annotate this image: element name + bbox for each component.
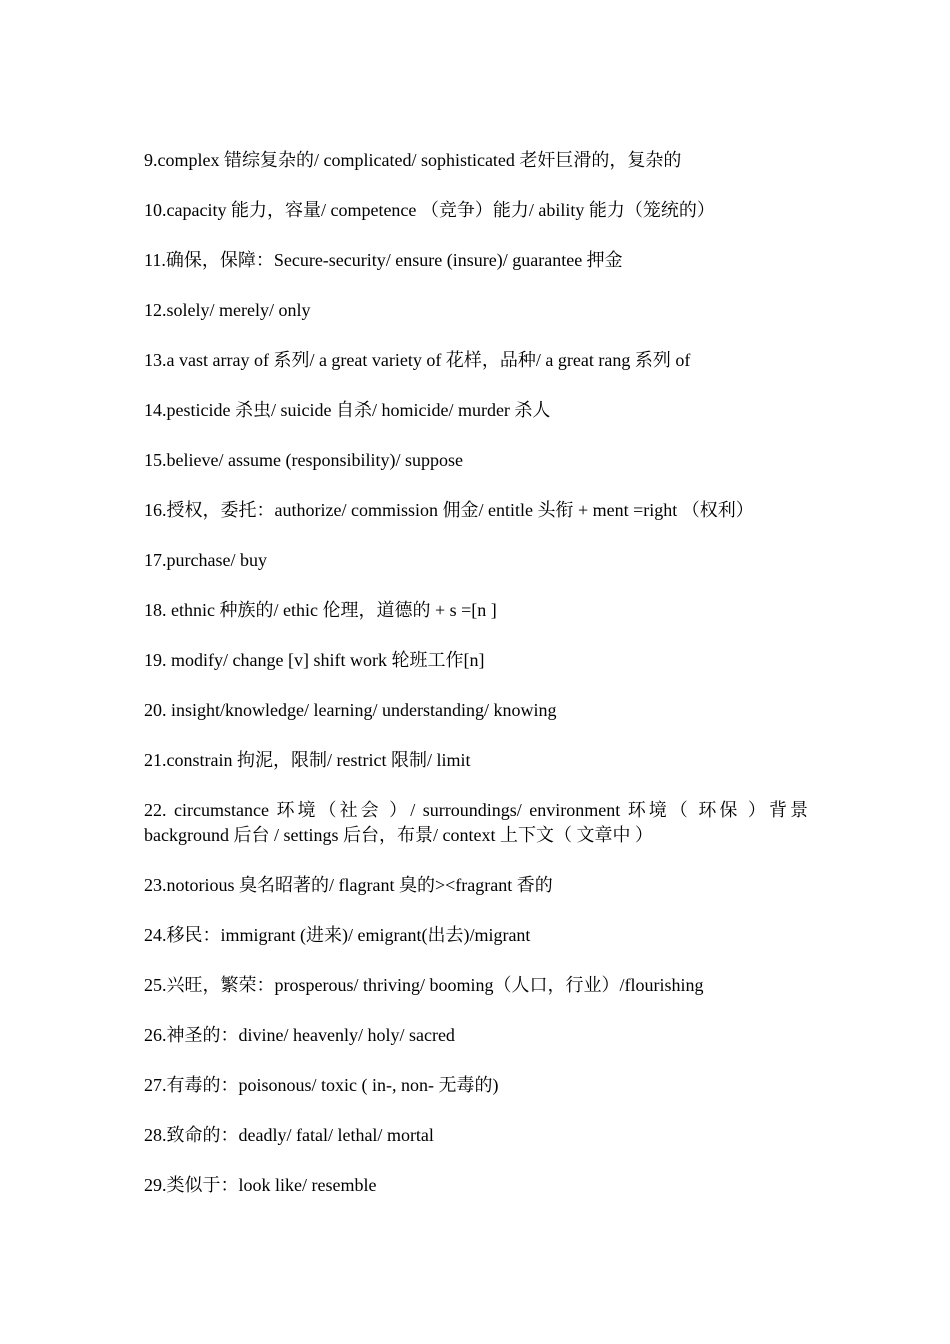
vocab-entry-17: 17.purchase/ buy — [144, 550, 267, 570]
vocab-entry-20: 20. insight/knowledge/ learning/ understanding/ knowing — [144, 700, 557, 720]
vocab-entry-24: 24.移民：immigrant (进来)/ emigrant(出去)/migrant — [144, 925, 531, 945]
vocab-entry-13: 13.a vast array of 系列/ a great variety of 花样，品种/ a great rang 系列 of — [144, 350, 691, 370]
vocab-entry-11: 11.确保，保障：Secure-security/ ensure (insure)/ guarantee 押金 — [144, 250, 623, 270]
vocab-entry-16: 16.授权，委托：authorize/ commission 佣金/ entitle 头衔 + ment =right （权利） — [144, 500, 754, 520]
vocab-entry-14: 14.pesticide 杀虫/ suicide 自杀/ homicide/ murder 杀人 — [144, 400, 551, 420]
vocab-entry-19: 19. modify/ change [v] shift work 轮班工作[n] — [144, 650, 485, 670]
vocab-entry-28: 28.致命的：deadly/ fatal/ lethal/ mortal — [144, 1125, 434, 1145]
vocab-entry-23: 23.notorious 臭名昭著的/ flagrant 臭的><fragrant 香的 — [144, 875, 553, 895]
vocab-entry-15: 15.believe/ assume (responsibility)/ suppose — [144, 450, 463, 470]
vocab-entry-18: 18. ethnic 种族的/ ethic 伦理，道德的 + s =[n ] — [144, 600, 497, 620]
vocab-entry-21: 21.constrain 拘泥，限制/ restrict 限制/ limit — [144, 750, 471, 770]
vocab-entry-26: 26.神圣的：divine/ heavenly/ holy/ sacred — [144, 1025, 455, 1045]
vocab-entry-29: 29.类似于：look like/ resemble — [144, 1175, 377, 1195]
vocab-entry-22: 22. circumstance 环境（社会 ）/ surroundings/ environment 环境（ 环保 ）背景 background 后台 / settings 后台，布景/ context 上下文（ 文章中 ） — [144, 800, 808, 845]
vocabulary-list — [144, 148, 808, 1223]
vocab-entry-10: 10.capacity 能力，容量/ competence （竞争）能力/ ability 能力（笼统的） — [144, 200, 715, 220]
vocab-entry-12: 12.solely/ merely/ only — [144, 300, 311, 320]
vocab-entry-25: 25.兴旺，繁荣：prosperous/ thriving/ booming（人口，行业）/flourishing — [144, 975, 704, 995]
vocab-entry-27: 27.有毒的：poisonous/ toxic ( in-, non- 无毒的) — [144, 1075, 499, 1095]
vocab-entry-9: 9.complex 错综复杂的/ complicated/ sophisticated 老奸巨滑的，复杂的 — [144, 150, 682, 170]
